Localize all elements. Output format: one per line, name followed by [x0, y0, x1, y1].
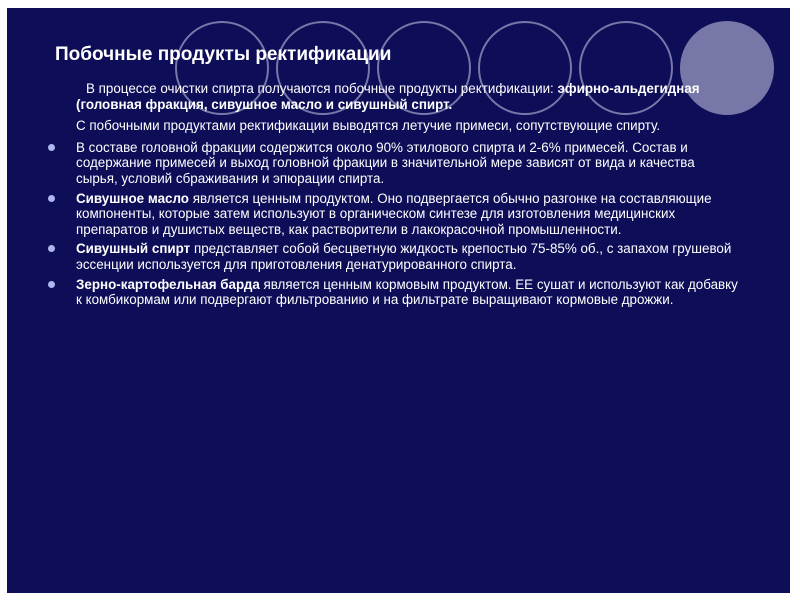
slide-title: Побочные продукты ректификации [55, 44, 392, 65]
bullet-text: является ценным продуктом. Оно подвергается обычно разгонке на составляющие компоненты, которые затем используют в органическом синтезе для изготовления медицинских препаратов и душистых веществ, как растворители в лакокрасочной промышленности. [76, 190, 712, 237]
bullet-icon [48, 144, 55, 151]
bullet-text: В составе головной фракции содержится около 90% этилового спирта и 2-6% примесей. Состав и содержание примесей и выход головной фракции в значительной мере зависят от вида и качества сырья, условий сбраживания и эпюрации спирта. [76, 139, 695, 186]
bullet-term: Зерно-картофельная барда [76, 276, 260, 292]
bullet-item [7, 241, 790, 272]
secondary-paragraph [7, 118, 790, 134]
bullet-item [7, 191, 790, 238]
slide [7, 8, 790, 593]
slide-body [7, 81, 790, 312]
bullet-term: Сивушное масло [76, 190, 189, 206]
intro-bold-text: эфирно-альдегидная (головная фракция, сивушное масло и сивушный спирт. [76, 81, 700, 112]
bullet-icon [48, 245, 55, 252]
secondary-text: С побочными продуктами ректификации выводятся летучие примеси, сопутствующие спирту. [76, 118, 661, 134]
intro-text: В процессе очистки спирта получаются побочные продукты ректификации: [86, 81, 558, 96]
bullet-icon [48, 195, 55, 202]
intro-paragraph [7, 81, 790, 112]
bullet-text: является ценным кормовым продуктом. ЕЕ сушат и используют как добавку к комбикормам или подвергают фильтрованию и на фильтрате выращивают кормовые дрожжи. [76, 276, 738, 308]
bullet-icon [48, 281, 55, 288]
bullet-text: представляет собой бесцветную жидкость крепостью 75-85% об., с запахом грушевой эссенции используется для приготовления денатурированного спирта. [76, 241, 732, 272]
bullet-item [7, 140, 790, 187]
bullet-item [7, 277, 790, 308]
bullet-term: Сивушный спирт [76, 241, 191, 257]
